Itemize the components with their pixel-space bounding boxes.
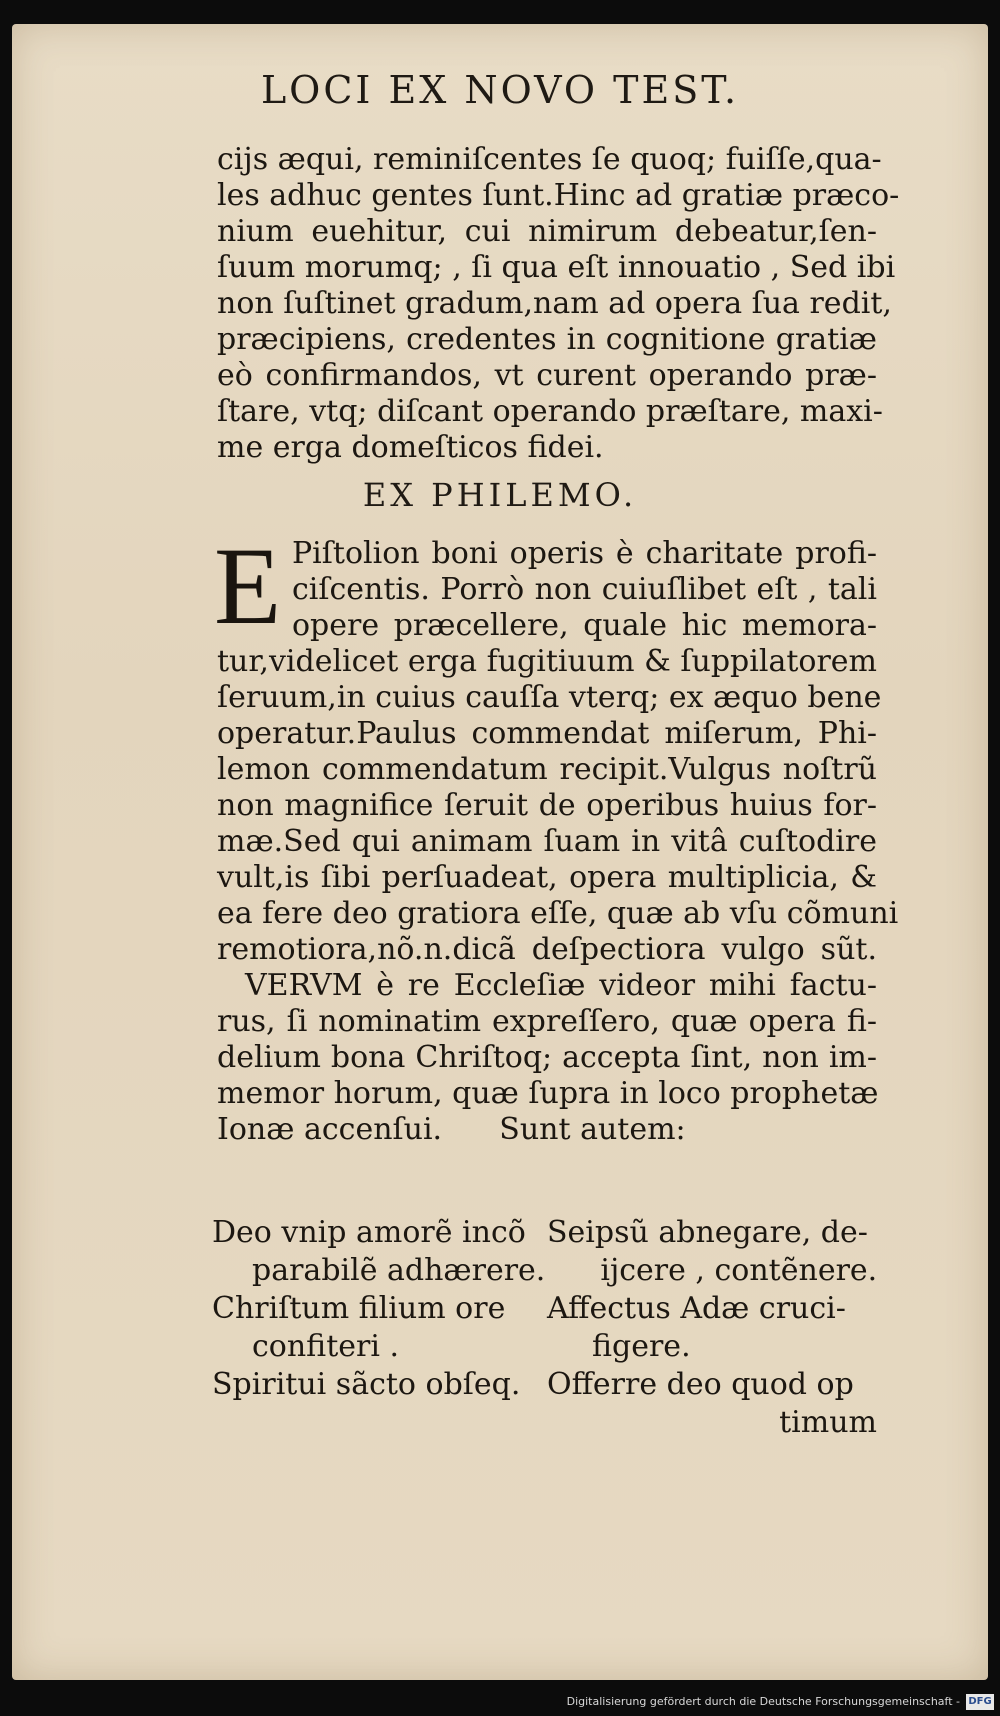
text-line: ſeruum,in cuius cauſſa vterq; ex æquo bene: [217, 680, 882, 715]
text-line: operatur.Paulus commendat miſerum, Phi-: [217, 716, 877, 751]
left-column-item: parabilẽ adhærere.: [252, 1253, 546, 1288]
text-line: memor horum, quæ ſupra in loco prophetæ: [217, 1076, 879, 1111]
text-line: ſtare, vtq; diſcant operando præſtare, maxi-: [217, 394, 883, 429]
drop-cap: E: [214, 525, 282, 647]
text-line: opere præcellere, quale hic memora-: [292, 608, 877, 643]
section-title: EX PHILEMO.: [362, 476, 638, 514]
left-column-item: Deo vnip amorẽ incõ: [212, 1215, 526, 1250]
text-line: ea fere deo gratiora eſſe, quæ ab vſu cõmuni: [217, 896, 899, 931]
right-column-item: timum: [779, 1405, 877, 1440]
list-row: [212, 1214, 877, 1252]
list-row: [212, 1252, 877, 1290]
list-row: [212, 1404, 877, 1442]
text-line: cijs æqui, reminiſcentes ſe quoq; fuiſſe,qua-: [217, 142, 882, 177]
list-row: [212, 1366, 877, 1404]
left-column-item: [212, 1404, 542, 1442]
text-line: remotiora,nõ.n.dicã deſpectiora vulgo sũt.: [217, 932, 877, 967]
philemon-paragraph: [217, 644, 899, 1148]
left-column-item: Chriſtum filium ore: [212, 1291, 506, 1326]
right-column-item: Offerre deo quod op: [547, 1367, 854, 1402]
text-line: ſuum morumq; , ſi qua eſt innouatio , Sed ibi: [217, 250, 896, 285]
text-line: nium euehitur, cui nimirum debeatur,ſen-: [217, 214, 877, 249]
running-head: LOCI EX NOVO TEST.: [260, 68, 740, 112]
text-line: me erga domeſticos fidei.: [217, 430, 604, 465]
text-line: lemon commendatum recipit.Vulgus noſtrũ: [217, 752, 877, 787]
text-line: VERVM è re Eccleſiæ videor mihi factu-: [245, 968, 877, 1003]
right-column-item: ijcere , contẽnere.: [600, 1253, 878, 1288]
text-line: non magnifice ſeruit de operibus huius for-: [217, 788, 877, 823]
text-line: non ſuſtinet gradum,nam ad opera ſua redit,: [217, 286, 892, 321]
text-line: vult,is ſibi perſuadeat, opera multiplicia, &: [217, 860, 877, 895]
philemon-indented-lines: [292, 536, 877, 644]
text-line: eò confirmandos, vt curent operando præ-: [217, 358, 877, 393]
digitization-credit: Digitalisierung gefördert durch die Deutsche Forschungsgemeinschaft -: [566, 1695, 960, 1708]
list-row: [212, 1290, 877, 1328]
text-line: tur,videlicet erga fugitiuum & ſuppilatorem: [217, 644, 877, 679]
text-line: mæ.Sed qui animam ſuam in vitâ cuſtodire: [217, 824, 877, 859]
text-line: les adhuc gentes ſunt.Hinc ad gratiæ præco-: [217, 178, 900, 213]
text-line: præcipiens, credentes in cognitione gratiæ: [217, 322, 877, 357]
intro-paragraph: [217, 142, 900, 466]
right-column-item: Seipsũ abnegare, de-: [547, 1215, 868, 1250]
left-column-item: Spiritui sãcto obſeq.: [212, 1367, 521, 1402]
right-column-item: Affectus Adæ cruci-: [547, 1291, 846, 1326]
two-column-list: [212, 1214, 877, 1442]
left-column-item: confiteri .: [252, 1329, 400, 1364]
text-line: Piſtolion boni operis è charitate profi-: [292, 536, 877, 571]
list-row: [212, 1328, 877, 1366]
dfg-logo-icon: DFG: [966, 1694, 994, 1710]
digitization-footer: [0, 1680, 1000, 1716]
right-column-item: figere.: [592, 1329, 691, 1364]
book-page: [12, 24, 988, 1680]
text-line: rus, ſi nominatim expreſſero, quæ opera fi-: [217, 1004, 877, 1039]
text-line: ciſcentis. Porrò non cuiuſlibet eſt , tali: [292, 572, 877, 607]
text-line: delium bona Chriſtoq; accepta ſint, non im-: [217, 1040, 877, 1075]
text-line: Ionæ accenſui. Sunt autem:: [217, 1112, 686, 1147]
